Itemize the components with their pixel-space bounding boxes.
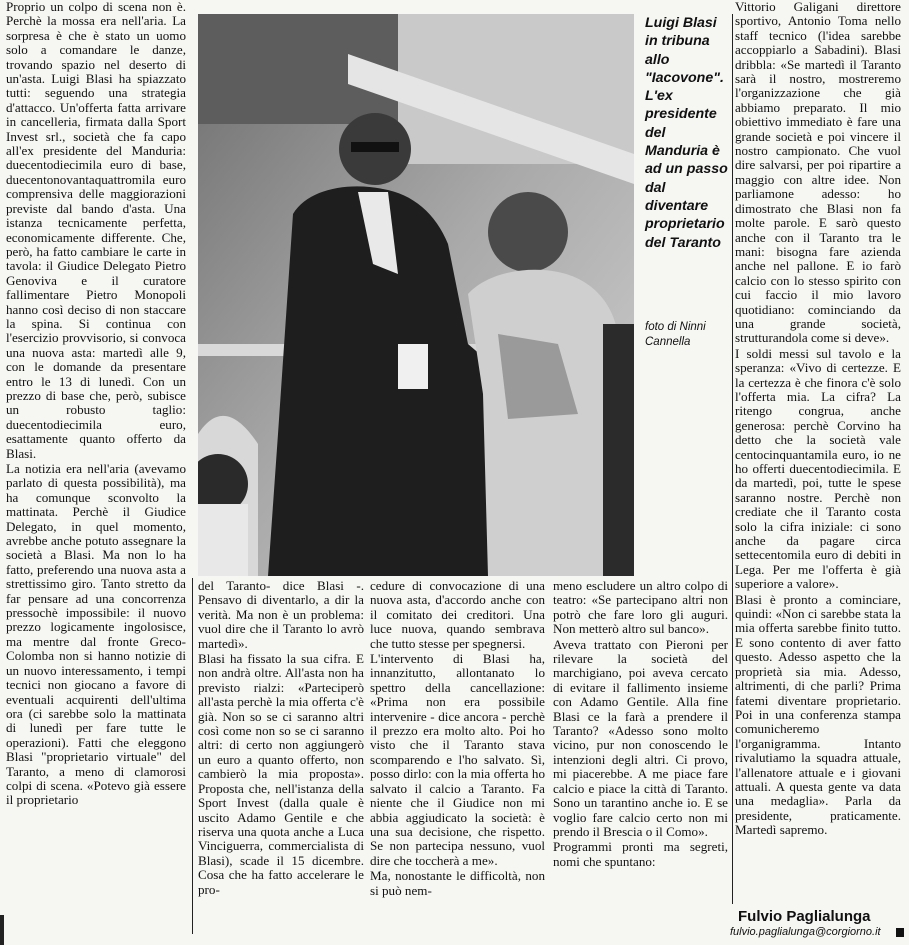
author-name: Fulvio Paglialunga [738,908,871,925]
end-mark [896,928,904,937]
column-divider [192,578,193,934]
paragraph: I soldi messi sul tavolo e la speranza: «Vivo di certezze. E la certezza è che finora c'è solo l'offerta mia. La cifra? La ritengo congrua, anche generosa: perchè Corvino ha detto che la società vale centocinquantamila euro, io ne ho offerti duecentodiecimila. E da martedì, poi, tutte le spese saranno nostre. Perchè non crediate che il Taranto costa solo la cifra iniziale: ci sono anche da pagare circa settecentomila euro di debiti in Lega. Per me l'offerta è già superiore a valore». [735,345,901,592]
photo-caption: Luigi Blasi in tribuna allo "Iacovone". L'ex presidente del Manduria è ad un passo dal diventare proprietario del Taranto [645,15,728,251]
photo-credit: foto di Ninni Cannella [645,321,706,348]
paragraph: Programmi pronti ma segreti, nomi che spuntano: [553,839,728,869]
article-column-2 [198,579,364,934]
paragraph: Proprio un colpo di scena non è. Perchè la mossa era nell'aria. La sorpresa è che è stato un uomo solo a comandare le danze, trovando spazio nel deserto di un'asta. Luigi Blasi ha spiazzato tutti: seguendo una strategia d'attacco. Un'offerta fatta arrivare in cancelleria, firmata dalla Sport Invest srl., società che fa capo all'ex presidente del Manduria: duecentodiecimila euro di base, duecentonovantaquattromila euro comprensiva delle maggiorazioni previste dal bando d'asta. Una istanza tecnicamente perfetta, economicamente differente. Che, però, ha fatto cambiare le carte in tavola: il Giudice Delegato Pietro Genoviva e il curatore fallimentare Pietro Monopoli hanno così deciso di non staccare la spina. Si continua con l'esercizio provvisorio, si convoca una nuova asta: martedì alle 9, con le domande da presentare entro le 13 di lunedì. Con un prezzo di base che, però, subisce un robusto taglio: duecentodiecimila euro, esattamente quanto offerto da Blasi. [6,0,186,461]
paragraph: cedure di convocazione di una nuova asta, d'accordo anche con il comitato dei creditori. Una luce nuova, quando sembrava che tutto stesse per spegnersi. [370,578,545,651]
article-column-4 [553,579,728,934]
column-divider [732,14,733,904]
photo-image [198,14,634,576]
article-column-3 [370,579,545,934]
paragraph: del Taranto- dice Blasi -. Pensavo di diventarlo, a dir la verità. Ma non è un problema: vuol dire che il Taranto lo avrò martedì». [198,578,364,651]
paragraph: Vittorio Galigani direttore sportivo, Antonio Toma nello staff tecnico (l'idea sarebbe accoppiarlo a Sabadini). Blasi dribbla: «Se martedì il Taranto sarà il nostro, mostreremo l'organizzazione che già abbiamo preparato. Il mio obiettivo immediato è fare una grande società e poi vincere il nostro campionato. Che vuol dire salvarsi, per poi ripartire a maggio con altre idee. Non parliamone adesso: ho dimostrato che Blasi non fa molte parole. E sarò questo anche con il Taranto tra le mani: bisogna fare azienda anche nel pallone. E io farò calcio con lo stesso spirito con cui faccio il mio lavoro quotidiano: cominciando da una grande società, strutturandola come si deve». [735,0,901,346]
paragraph: meno escludere un altro colpo di teatro: «Se partecipano altri non potrò che fare loro gli auguri. Non metterò altro sul banco». [553,578,728,637]
article-column-1 [6,0,186,935]
author-email[interactable]: fulvio.paglialunga@corgiorno.it [730,926,881,938]
article-column-5 [735,0,901,905]
paragraph: La notizia era nell'aria (avevamo parlato di questa possibilità), ma ha comunque sconvolto la mattinata. Perchè il Giudice Delegato, in quel momento, avrebbe anche potuto assegnare la società a Blasi. Ma non lo ha fatto, preferendo una nuova asta a strettissimo giro. Tanto stretto da far pensare ad una concorrenza pressochè impossibile: il nuovo prezzo logicamente ingolosisce, ma mentre dal fronte Greco-Colomba non si hanno notizie di un nuovo interessamento, i tempi tecnici non giocano a favore di eventuali acquirenti dell'ultima ora (ci sarebbe solo la mattinata di lunedì per fare tutte le operazioni). Fatti che eleggono Blasi "proprietario virtuale" del Taranto, a meno di clamorosi colpi di scena. «Potevo già essere il proprietario [6,461,186,808]
paragraph: Blasi è pronto a cominciare, quindi: «Non ci sarebbe stata la mia offerta sarebbe finito tutto. E sono contento di aver fatto questo. Adesso aspetto che la proprietà sia mia. Adesso, altrimenti, di che parli? Prima fatemi diventare proprietario. Poi in una conferenza stampa comunicheremo l'organigramma. Intanto rivalutiamo la squadra attuale, l'allenatore attuale e i giovani attuali. A questa gente va data una medaglia». Parla da presidente, praticamente. Martedì sapremo. [735,591,901,838]
paragraph: Ma, nonostante le difficoltà, non si può nem- [370,868,545,898]
paragraph: Aveva trattato con Pieroni per rilevare la società del marchigiano, poi aveva cercato di evitare il fallimento insieme con Adamo Gentile. Alla fine Blasi ce la farà a prendere il Taranto? «Adesso sono molto vicino, pur non conoscendo le intenzioni degli altri. Ci provo, mi piacerebbe. A me piace fare calcio e piace la città di Taranto. Sono un tarantino anche io. E se voglio fare calcio certo non mi prendo il Brescia o il Como». [553,636,728,839]
paragraph: L'intervento di Blasi ha, innanzitutto, allontanato lo spettro della cancellazione: «Prima non era possibile intervenire - dice ancora - perchè il prezzo era molto alto. Poi ho visto che il Taranto stava scomparendo e l'ho salvato. Sì, posso dirlo: con la mia offerta ho salvato il calcio a Taranto. Fa niente che il Giudice non mi abbia aggiudicato la società: è una sua decisione, che rispetto. Se non partecipa nessuno, vuol dire che toccherà a me». [370,651,545,868]
news-photo [198,14,634,576]
page-edge-mark [0,915,4,945]
paragraph: Blasi ha fissato la sua cifra. E non andrà oltre. All'asta non ha previsto rialzi: «Parteciperò all'asta perchè la mia offerta c'è già. Non so se ci saranno altri così come non so se ci saranno altri: di certo non aggiungerò un euro a quanto offerto, non cambierò la mia proposta». Proposta che, nell'istanza della Sport Invest (dalla quale è uscito Adamo Gentile e che riserva una quota anche a Luca Vinciguerra, commercialista di Blasi), scade il 15 dicembre. Cosa che ha fatto accelerare le pro- [198,651,364,897]
